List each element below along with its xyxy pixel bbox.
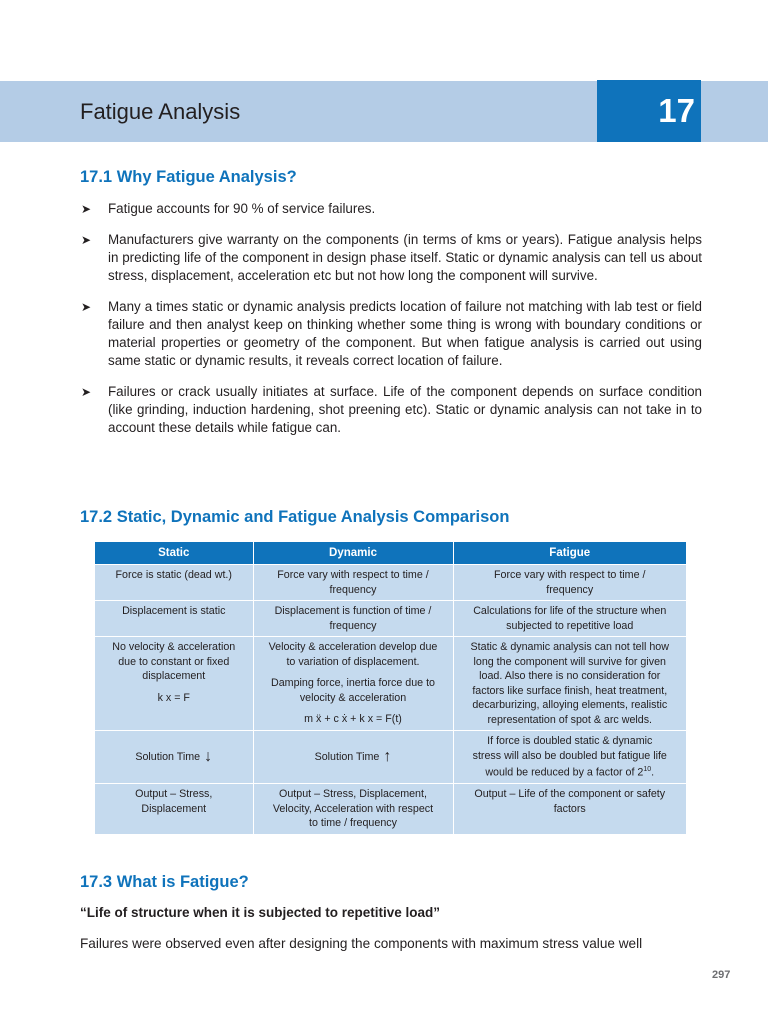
section-heading-why-fatigue: 17.1 Why Fatigue Analysis?	[80, 168, 297, 186]
cell-text: representation of spot & arc welds.	[487, 713, 653, 726]
cell-text: Output – Stress, Displacement,	[279, 788, 427, 801]
column-header-static: Static	[95, 542, 253, 565]
cell-text: Static & dynamic analysis can not tell how	[470, 641, 669, 653]
cell-text: Velocity, Acceleration with respect	[272, 802, 434, 815]
exponent: 10	[643, 766, 652, 773]
cell-text: Force is static (dead wt.)	[115, 569, 232, 581]
cell-text: load. Also there is no consideration for	[479, 670, 661, 682]
cell-text: .	[651, 766, 655, 779]
cell-text: No velocity & acceleration	[112, 641, 236, 653]
cell-text: long the component will survive for given	[473, 655, 666, 668]
body-paragraph: Failures were observed even after designing the components with maximum stress value well	[80, 936, 643, 951]
arrowhead-bullet-icon: ➤	[81, 300, 92, 314]
arrow-up-icon: ↑	[383, 747, 392, 765]
cell-text: Output – Life of the component or safety	[474, 788, 666, 801]
cell-text: factors like surface finish, heat treatment,	[472, 684, 668, 697]
column-header-dynamic: Dynamic	[253, 542, 453, 565]
cell-text: displacement	[142, 670, 206, 682]
cell-text: due to constant or fixed	[118, 655, 230, 668]
table-cell	[253, 565, 453, 601]
cell-text: Force vary with respect to time /	[277, 569, 429, 581]
cell-text: frequency	[329, 619, 377, 632]
cell-text: Displacement is static	[122, 605, 226, 617]
page-number: 297	[712, 969, 731, 981]
table-row	[95, 784, 686, 834]
table-cell	[253, 784, 453, 834]
table-cell	[253, 601, 453, 637]
cell-text: Calculations for life of the structure when	[473, 605, 667, 617]
comparison-table	[95, 542, 686, 834]
cell-text: Velocity & acceleration develop due	[268, 641, 438, 653]
cell-text: Displacement	[141, 802, 207, 815]
list-item	[80, 200, 702, 218]
list-item	[80, 383, 702, 437]
table-header-row	[95, 542, 686, 565]
bullet-text: Many a times static or dynamic analysis predicts location of failure not matching with lab test or field failure and then analyst keep on thinking whether some thing is wrong with boundary conditions or material properties or geometry of the component. But when fatigue analysis is carried out using same static or dynamic results, it reveals correct location of failure.	[108, 299, 702, 368]
cell-text	[458, 763, 683, 780]
fatigue-definition-quote: “Life of structure when it is subjected to repetitive load”	[80, 905, 441, 920]
chapter-title: Fatigue Analysis	[80, 99, 241, 124]
cell-text: to time / frequency	[309, 817, 397, 830]
table-row	[95, 565, 686, 601]
arrow-down-icon: ↓	[204, 747, 213, 765]
table-cell	[95, 565, 253, 601]
arrowhead-bullet-icon: ➤	[81, 385, 92, 399]
list-item	[80, 298, 702, 370]
arrowhead-bullet-icon: ➤	[81, 233, 92, 247]
cell-text: stress will also be doubled but fatigue life	[472, 749, 667, 762]
table-row	[95, 731, 686, 784]
cell-text: Displacement is function of time /	[274, 605, 432, 617]
cell-text: If force is doubled static & dynamic	[487, 735, 653, 747]
table-cell	[453, 784, 686, 834]
table-cell	[453, 731, 686, 784]
bullet-text: Manufacturers give warranty on the components (in terms of kms or years). Fatigue analysis helps in predicting life of the component in design phase itself. Static or dynamic analysis can tell us about stress, displacement, acceleration etc but not how long the component will survive.	[108, 232, 702, 283]
section-heading-what-is-fatigue: 17.3 What is Fatigue?	[80, 873, 249, 891]
cell-text: Force vary with respect to time /	[494, 569, 646, 581]
cell-text: factors	[553, 802, 586, 815]
section-heading-comparison: 17.2 Static, Dynamic and Fatigue Analysis Comparison	[80, 508, 510, 526]
bullet-text: Fatigue accounts for 90 % of service failures.	[108, 201, 376, 216]
cell-text: Damping force, inertia force due to	[271, 677, 435, 689]
table-row	[95, 637, 686, 731]
cell-text: subjected to repetitive load	[506, 619, 634, 632]
static-equation: k x = F	[157, 691, 190, 704]
table-cell	[95, 731, 253, 784]
cell-text: Solution Time	[135, 750, 201, 763]
cell-text: to variation of displacement.	[286, 655, 420, 668]
cell-text: decarburizing, alloying elements, realistic	[472, 699, 668, 711]
table-cell	[95, 601, 253, 637]
chapter-number-badge: 17	[597, 80, 701, 142]
bullet-text: Failures or crack usually initiates at surface. Life of the component depends on surface condition (like grinding, induction hardening, shot preening etc). Static or dynamic analysis can not take in to account these details while fatigue can.	[108, 384, 702, 435]
table-cell	[453, 565, 686, 601]
list-item	[80, 231, 702, 285]
cell-text: Solution Time	[314, 750, 380, 763]
cell-text: Output – Stress,	[135, 788, 213, 801]
table-cell	[95, 784, 253, 834]
column-header-fatigue: Fatigue	[453, 542, 686, 565]
table-row	[95, 601, 686, 637]
table-cell	[95, 637, 253, 731]
cell-text: frequency	[546, 583, 594, 596]
arrowhead-bullet-icon: ➤	[81, 202, 92, 216]
table-cell	[453, 601, 686, 637]
cell-text: would be reduced by a factor of 2	[485, 766, 644, 779]
table-cell	[453, 637, 686, 731]
table-cell	[253, 637, 453, 731]
cell-text: frequency	[329, 583, 377, 596]
table-cell	[253, 731, 453, 784]
why-fatigue-bullet-list	[80, 200, 702, 450]
dynamic-equation: m ẍ + c ẋ + k x = F(t)	[304, 713, 402, 725]
cell-text: velocity & acceleration	[299, 691, 407, 704]
